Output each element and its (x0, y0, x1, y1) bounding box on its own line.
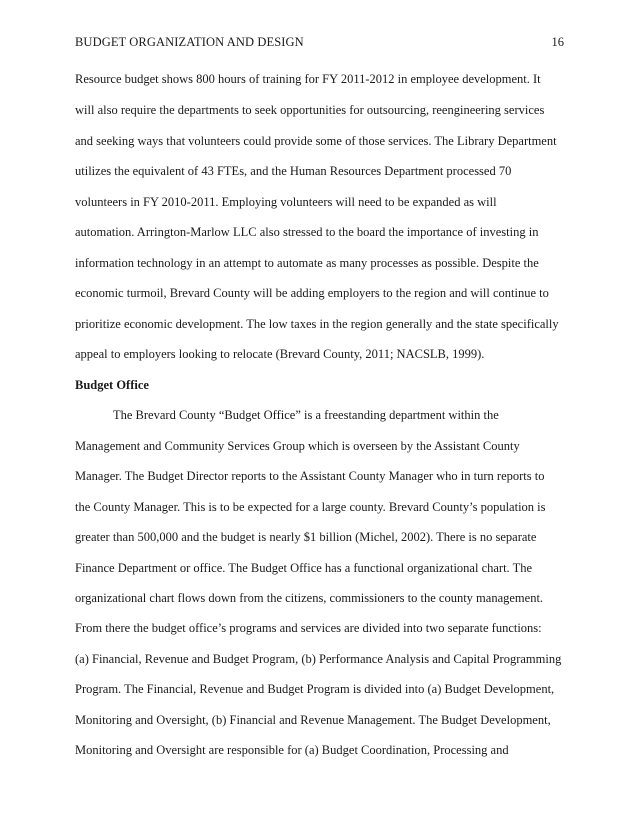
running-head: BUDGET ORGANIZATION AND DESIGN (75, 35, 304, 49)
paragraph-line: and seeking ways that volunteers could provide some of those services. The Library Department (75, 134, 557, 148)
paragraph-line: volunteers in FY 2010-2011. Employing volunteers will need to be expanded as will (75, 195, 497, 209)
paragraph-line: will also require the departments to seek opportunities for outsourcing, reengineering services (75, 103, 545, 117)
paragraph-line: Monitoring and Oversight are responsible for (a) Budget Coordination, Processing and (75, 743, 509, 757)
paragraph-line: From there the budget office’s programs and services are divided into two separate functions: (75, 621, 542, 635)
paragraph-line: Resource budget shows 800 hours of training for FY 2011-2012 in employee development. It (75, 72, 541, 86)
page-number: 16 (551, 35, 564, 49)
paragraph-line: Finance Department or office. The Budget Office has a functional organizational chart. The (75, 561, 533, 575)
section-heading: Budget Office (75, 378, 149, 392)
paragraph-line: The Brevard County “Budget Office” is a freestanding department within the (113, 408, 499, 422)
paragraph-line: organizational chart flows down from the citizens, commissioners to the county management. (75, 591, 544, 605)
paragraph-line: Management and Community Services Group which is overseen by the Assistant County (75, 439, 520, 453)
paragraph-line: (a) Financial, Revenue and Budget Program, (b) Performance Analysis and Capital Programming (75, 652, 562, 666)
paragraph-line: information technology in an attempt to automate as many processes as possible. Despite the (75, 256, 539, 270)
paragraph-line: appeal to employers looking to relocate (Brevard County, 2011; NACSLB, 1999). (75, 347, 485, 361)
paragraph-line: the County Manager. This is to be expected for a large county. Brevard County’s population is (75, 500, 546, 514)
paragraph-line: Program. The Financial, Revenue and Budget Program is divided into (a) Budget Development, (75, 682, 555, 696)
paragraph-line: Monitoring and Oversight, (b) Financial and Revenue Management. The Budget Development, (75, 713, 551, 727)
paragraph-line: greater than 500,000 and the budget is nearly $1 billion (Michel, 2002). There is no separate (75, 530, 537, 544)
paragraph-line: automation. Arrington-Marlow LLC also stressed to the board the importance of investing in (75, 225, 539, 239)
paragraph-line: economic turmoil, Brevard County will be adding employers to the region and will continue to (75, 286, 549, 300)
paragraph-line: Manager. The Budget Director reports to the Assistant County Manager who in turn reports to (75, 469, 545, 483)
paragraph-line: utilizes the equivalent of 43 FTEs, and the Human Resources Department processed 70 (75, 164, 512, 178)
paragraph-line: prioritize economic development. The low taxes in the region generally and the state specifically (75, 317, 559, 331)
